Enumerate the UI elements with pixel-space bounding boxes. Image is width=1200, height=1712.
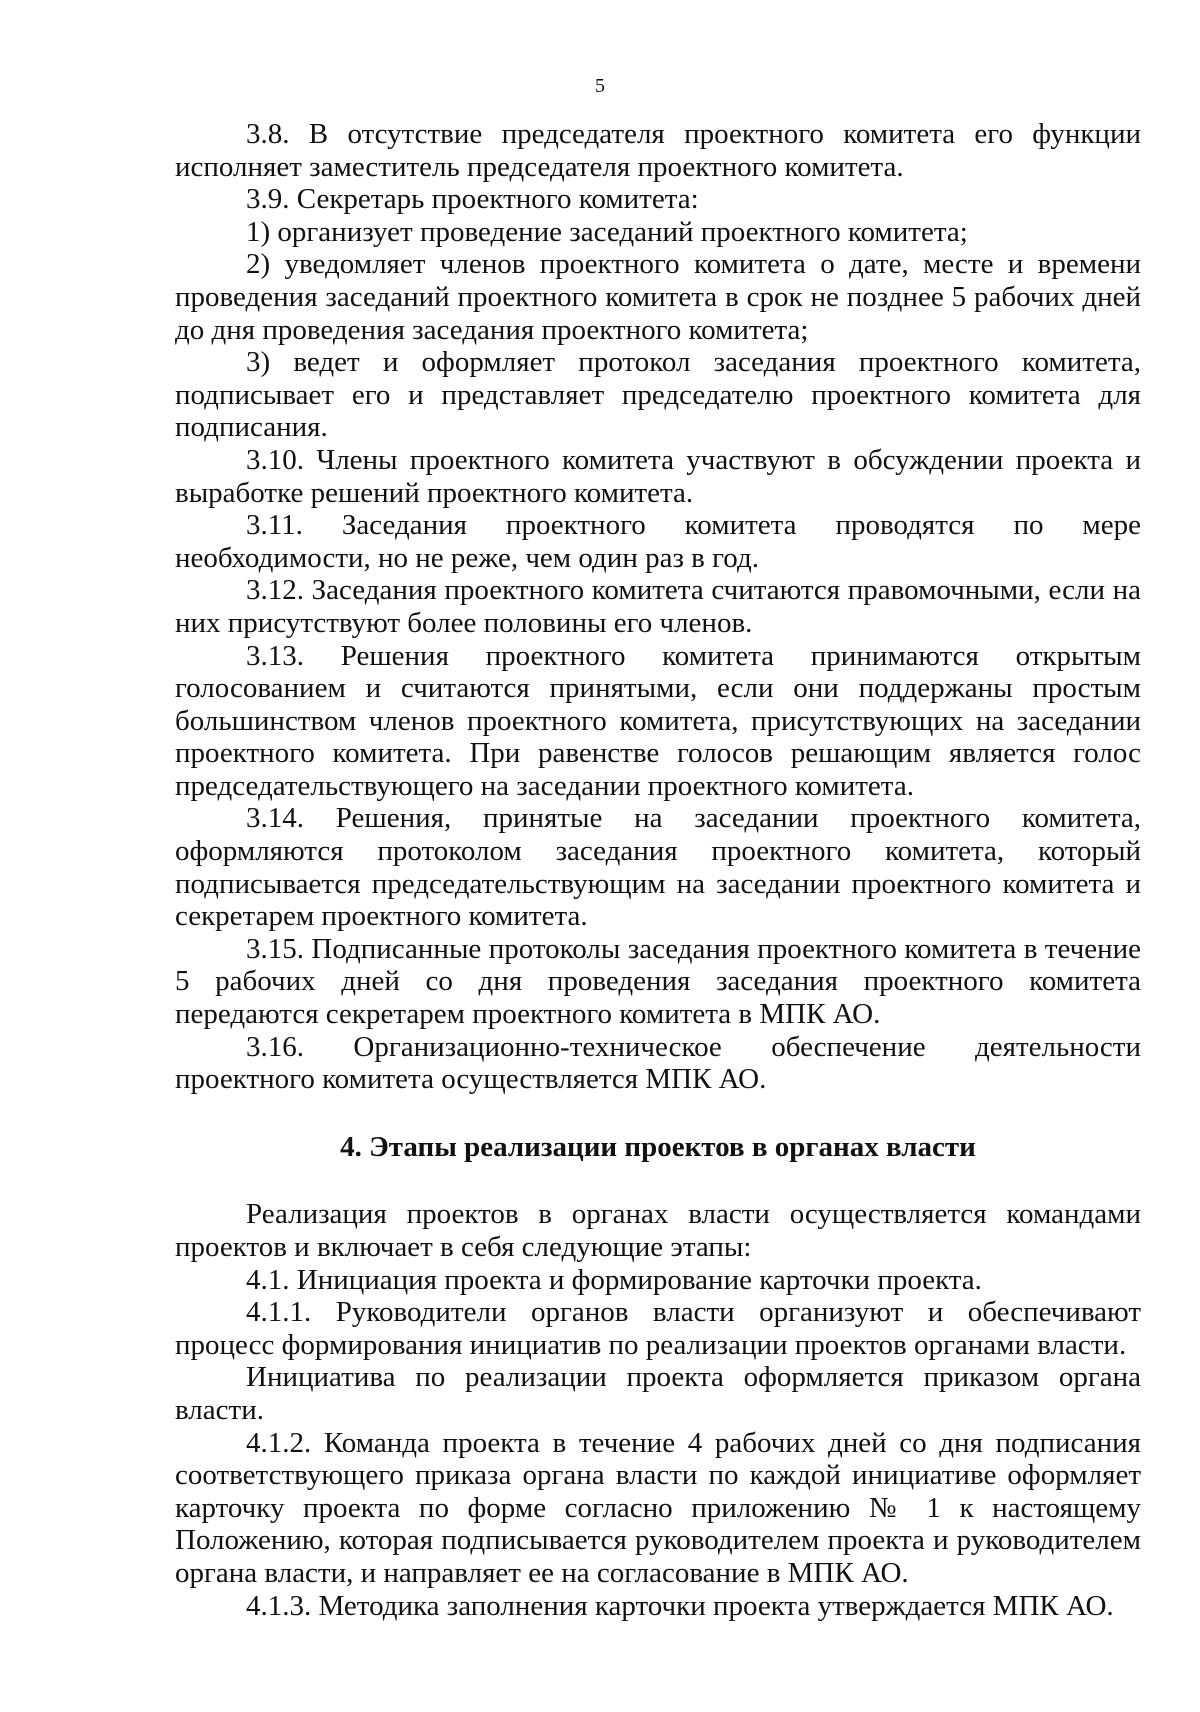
paragraph-4-1-2: 4.1.2. Команда проекта в течение 4 рабочих дней со дня подписания соответствующего приказа органа власти по каждой инициативе оформляет карточку проекта по форме согласно приложению № 1 к настоящему Положению, которая подписывается руководителем проекта и руководителем органа власти, и направляет ее на согласование в МПК АО. <box>175 1426 1141 1589</box>
paragraph-3-16: 3.16. Организационно-техническое обеспечение деятельности проектного комитета осуществляется МПК АО. <box>175 1030 1141 1096</box>
paragraph-4-1-3: 4.1.3. Методика заполнения карточки проекта утверждается МПК АО. <box>246 1589 1114 1622</box>
paragraph-4-1-1-note: Инициатива по реализации проекта оформляется приказом органа власти. <box>175 1361 1141 1426</box>
paragraph-3-8: 3.8. В отсутствие председателя проектного комитета его функции исполняет заместитель председателя проектного комитета. <box>175 118 1141 183</box>
document-body <box>175 118 1141 1622</box>
page-number: 5 <box>595 75 605 97</box>
paragraph-3-12: 3.12. Заседания проектного комитета считаются правомочными, если на них присутствуют более половины его членов. <box>175 574 1141 639</box>
paragraph-3-15: 3.15. Подписанные протоколы заседания проектного комитета в течение 5 рабочих дней со дня проведения заседания проектного комитета передаются секретарем проектного комитета в МПК АО. <box>175 932 1141 1031</box>
paragraph-4-1: 4.1. Инициация проекта и формирование карточки проекта. <box>246 1263 982 1296</box>
list-item-3-9-1: 1) организует проведение заседаний проектного комитета; <box>246 215 968 248</box>
list-item-3-9-2: 2) уведомляет членов проектного комитета о дате, месте и времени проведения заседаний проектного комитета в срок не позднее 5 рабочих дней до дня проведения заседания проектного комитета; <box>175 248 1141 346</box>
paragraph-3-9: 3.9. Секретарь проектного комитета: <box>246 183 699 216</box>
paragraph-3-13: 3.13. Решения проектного комитета принимаются открытым голосованием и считаются принятыми, если они поддержаны простым большинством членов проектного комитета, присутствующих на заседании проектного комитета. При равенстве голосов решающим является голос председательствующего на заседании проектного комитета. <box>175 639 1141 802</box>
paragraph-3-11: 3.11. Заседания проектного комитета проводятся по мере необходимости, но не реже, чем один раз в год. <box>175 509 1141 574</box>
list-item-3-9-3: 3) ведет и оформляет протокол заседания проектного комитета, подписывает его и представляет председателю проектного комитета для подписания. <box>175 346 1141 444</box>
paragraph-3-10: 3.10. Члены проектного комитета участвуют в обсуждении проекта и выработке решений проектного комитета. <box>175 443 1141 509</box>
paragraph-3-14: 3.14. Решения, принятые на заседании проектного комитета, оформляются протоколом заседания проектного комитета, который подписывается председательствующим на заседании проектного комитета и секретарем проектного комитета. <box>175 802 1141 933</box>
paragraph-4-intro: Реализация проектов в органах власти осуществляется командами проектов и включает в себя следующие этапы: <box>175 1198 1141 1263</box>
paragraph-4-1-1: 4.1.1. Руководители органов власти организуют и обеспечивают процесс формирования инициатив по реализации проектов органами власти. <box>175 1296 1141 1361</box>
section-4-heading: 4. Этапы реализации проектов в органах власти <box>340 1130 976 1163</box>
